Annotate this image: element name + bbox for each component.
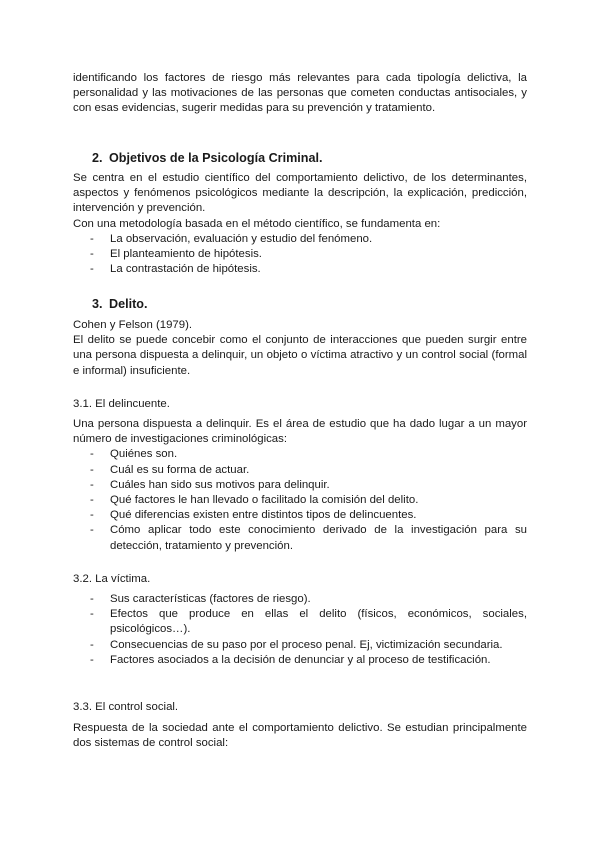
list-item — [73, 232, 527, 247]
list-item-text: La observación, evaluación y estudio del fenómeno. — [110, 232, 373, 245]
section-3-citation: Cohen y Felson (1979). — [73, 319, 193, 331]
list-item-text: Quiénes son. — [110, 448, 178, 461]
subsection-3-2-list — [73, 592, 527, 668]
section-3-title: Delito. — [109, 297, 148, 311]
section-2-heading — [92, 150, 322, 166]
list-item — [73, 262, 527, 277]
dash-bullet: - — [90, 263, 94, 276]
section-3-number: 3. — [92, 297, 103, 311]
section-3-body — [73, 318, 527, 379]
section-2-paragraph: Se centra en el estudio científico del comportamiento delictivo, de los determinantes, aspectos y fenómenos psicológicos mediante la descripción, la explicación, predicción, intervención y prevención. — [73, 172, 527, 215]
dash-bullet: - — [90, 524, 94, 537]
section-2-title: Objetivos de la Psicología Criminal. — [109, 151, 323, 165]
list-item — [73, 478, 527, 493]
section-2-lead: Con una metodología basada en el método científico, se fundamenta en: — [73, 217, 441, 230]
intro-paragraph: identificando los factores de riesgo más relevantes para cada tipología delictiva, la personalidad y las motivaciones de las personas que cometen conductas antisociales, y con esas evidencias, sugerir medidas para su prevención y tratamiento. — [73, 72, 527, 115]
section-2-list — [73, 232, 527, 278]
list-item — [73, 653, 527, 668]
subsection-3-2-body — [73, 592, 527, 668]
list-item-text: Qué factores le han llevado o facilitado la comisión del delito. — [110, 494, 419, 507]
list-item-text: El planteamiento de hipótesis. — [110, 248, 262, 261]
list-item — [73, 493, 527, 508]
section-3-paragraph: El delito se puede concebir como el conjunto de interacciones que pueden surgir entre una persona dispuesta a delinquir, un objeto o víctima atractivo y un control social (formal e informal) insuficiente. — [73, 334, 527, 377]
list-item-text: Cuáles han sido sus motivos para delinquir. — [110, 478, 330, 491]
section-2-number: 2. — [92, 151, 103, 165]
subsection-3-1-list — [73, 447, 527, 553]
list-item — [73, 447, 527, 462]
dash-bullet: - — [90, 478, 94, 491]
subsection-3-1-body — [73, 417, 527, 554]
section-3-heading — [92, 296, 147, 312]
list-item-text: La contrastación de hipótesis. — [110, 263, 261, 276]
list-item-text: Sus características (factores de riesgo). — [110, 593, 311, 605]
list-item — [73, 607, 527, 637]
subsection-3-3-title: 3.3. El control social. — [73, 701, 179, 713]
dash-bullet: - — [90, 509, 94, 522]
section-2-body — [73, 171, 527, 277]
subsection-3-2-title: 3.2. La víctima. — [73, 573, 151, 585]
dash-bullet: - — [90, 638, 94, 651]
subsection-3-3-paragraph: Respuesta de la sociedad ante el comportamiento delictivo. Se estudian principalmente dos sistemas de control social: — [73, 722, 527, 750]
list-item — [73, 247, 527, 262]
dash-bullet: - — [90, 248, 94, 261]
list-item-text: Cómo aplicar todo este conocimiento derivado de la investigación para su detección, tratamiento y prevención. — [110, 524, 527, 552]
list-item-text: Cuál es su forma de actuar. — [110, 463, 250, 476]
list-item-text: Consecuencias de su paso por el proceso penal. Ej, victimización secundaria. — [110, 638, 503, 651]
dash-bullet: - — [90, 463, 94, 476]
dash-bullet: - — [90, 494, 94, 507]
dash-bullet: - — [90, 232, 94, 245]
list-item-text: Qué diferencias existen entre distintos tipos de delincuentes. — [110, 509, 417, 522]
list-item — [73, 592, 527, 607]
dash-bullet: - — [90, 448, 94, 461]
list-item — [73, 508, 527, 523]
subsection-3-1-title: 3.1. El delincuente. — [73, 398, 170, 410]
list-item — [73, 638, 527, 653]
list-item — [73, 463, 527, 478]
dash-bullet: - — [90, 653, 94, 666]
subsection-3-1-paragraph: Una persona dispuesta a delinquir. Es el área de estudio que ha dado lugar a un mayor número de investigaciones criminológicas: — [73, 418, 527, 446]
list-item-text: Factores asociados a la decisión de denunciar y al proceso de testificación. — [110, 653, 491, 666]
list-item — [73, 523, 527, 553]
dash-bullet: - — [90, 608, 94, 621]
list-item-text: Efectos que produce en ellas el delito (físicos, económicos, sociales, psicológicos…). — [110, 608, 527, 636]
dash-bullet: - — [90, 593, 94, 605]
